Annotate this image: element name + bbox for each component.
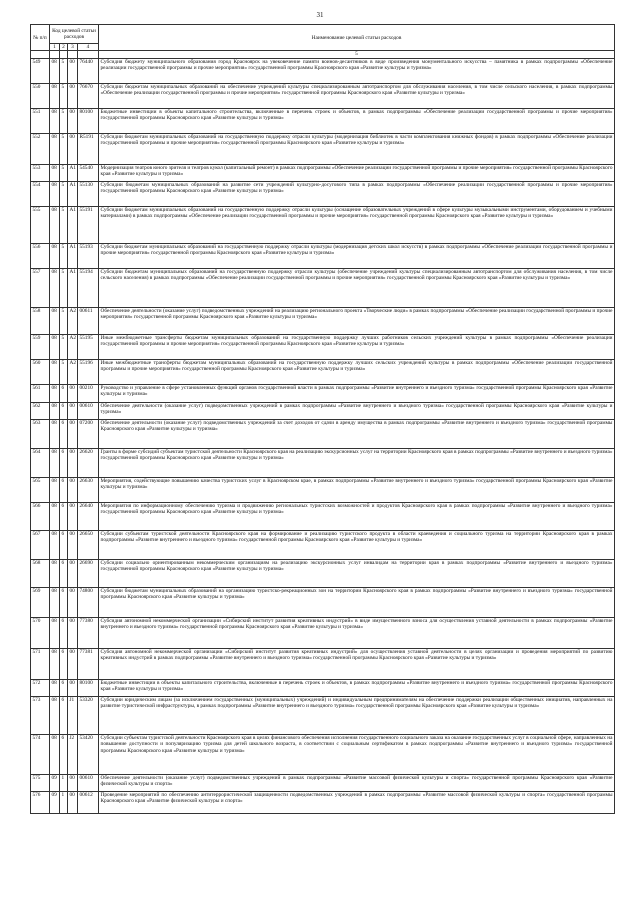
row-description: Субсидии социально ориентированным некоммерческим организациям на реализацию экскурсионных услуг инвалидам на территории края в рамках подпрограммы «Развитие внутреннего и въездного туризма» государственной программы Красноярского края «Развитие культуры и туризма» [99, 559, 615, 587]
code-direction: 00 [68, 791, 78, 813]
code-program: 08 [50, 679, 60, 696]
code-article: 54540 [78, 164, 99, 181]
code-article: 77381 [78, 648, 99, 679]
table-row [31, 587, 615, 617]
row-description: Бюджетные инвестиции в объекты капитального строительства, включенные в перечень строек и объектов, в рамках подпрограммы «Обеспечение реализации государственной программы и прочие мероприятия» государственной программы Красноярского края «Развитие культуры и туризма» [99, 108, 615, 133]
code-article: 07200 [78, 419, 99, 448]
row-number: 566 [31, 502, 50, 530]
row-description: Субсидии бюджетам муниципальных образований на развитие сети учреждений культурно-досугового типа в рамках подпрограммы «Обеспечение реализации государственной программы и прочие мероприятия» государственной программы Красноярского края «Развитие культуры и туризма» [99, 181, 615, 206]
table-row [31, 58, 615, 83]
code-article: 53420 [78, 734, 99, 774]
code-article: 26630 [78, 477, 99, 502]
code-program: 08 [50, 734, 60, 774]
table-row [31, 774, 615, 791]
row-description: Мероприятия, содействующие повышению качества туристских услуг в Красноярском крае, в рамках подпрограммы «Развитие внутреннего и въездного туризма» государственной программы Красноярского края «Развитие культуры и туризма» [99, 477, 615, 502]
code-direction: 00 [68, 384, 78, 402]
code-subprogram: 5 [60, 359, 68, 384]
row-number: 555 [31, 206, 50, 243]
row-number: 569 [31, 587, 50, 617]
row-description: Обеспечение деятельности (оказание услуг) подведомственных учреждений на реализацию регионального проекта «Творческие люди» в рамках подпрограммы «Обеспечение реализации государственной программы и прочие мероприятия» государственной программы Красноярского края «Развитие культуры и туризма» [99, 307, 615, 334]
row-description: Обеспечение деятельности (оказание услуг) подведомственных учреждений в рамках подпрограммы «Развитие массовой физической культуры и спорта» государственной программы Красноярского края «Развитие физической культуры и спорта» [99, 774, 615, 791]
header-code-group: Код целевой статьи расходов [50, 25, 99, 44]
table-row [31, 477, 615, 502]
code-direction: 00 [68, 559, 78, 587]
table-row [31, 402, 615, 419]
code-subprogram: 5 [60, 334, 68, 359]
row-number: 567 [31, 530, 50, 559]
code-subprogram: 5 [60, 164, 68, 181]
row-number: 575 [31, 774, 50, 791]
table-row [31, 108, 615, 133]
row-number: 565 [31, 477, 50, 502]
code-subprogram: 5 [60, 307, 68, 334]
row-description: Субсидии бюджетам муниципальных образований на государственную поддержку отрасли культуры (модернизация детских школ искусств) в рамках подпрограммы «Обеспечение реализации государственной программы и прочие мероприятия» государственной программы Красноярского края «Развитие культуры и туризма» [99, 243, 615, 268]
code-article: 00610 [78, 402, 99, 419]
row-description: Субсидии юридическим лицам (за исключением государственных (муниципальных) учреждений) и индивидуальным предпринимателям на обеспечение поддержки реализации общественных инициатив, направленных на развитие туристической инфраструктуры, в рамках подпрограммы «Развитие внутреннего и въездного туризма» государственной программы Красноярского края «Развитие культуры и туризма» [99, 696, 615, 734]
code-program: 08 [50, 334, 60, 359]
row-description: Субсидии субъектам туристской деятельности Красноярского края на формирование и реализацию туристского продукта в области краеведения и социального туризма на территории Красноярского края в рамках подпрограммы «Развитие внутреннего и въездного туризма» государственной программы Красноярского края «Развитие культуры и туризма» [99, 530, 615, 559]
row-description: Бюджетные инвестиции в объекты капитального строительства, включенные в перечень строек и объектов, в рамках подпрограммы «Развитие внутреннего и въездного туризма» государственной программы Красноярского края «Развитие культуры и туризма» [99, 679, 615, 696]
row-description: Субсидии бюджетам муниципальных образований на государственную поддержку отрасли культуры (обеспечение учреждений культуры специализированным автотранспортом для обслуживания населения, в том числе сельского населения) в рамках подпрограммы «Обеспечение реализации государственной программы и прочие мероприятия» государственной программы Красноярского края «Развитие культуры и туризма» [99, 268, 615, 307]
row-number: 570 [31, 617, 50, 648]
row-number: 571 [31, 648, 50, 679]
header-index-2 [60, 51, 68, 58]
row-description: Проведение мероприятий по обеспечению антитеррористической защищенности подведомственных учреждений в рамках подпрограммы «Развитие массовой физической культуры и спорта» государственной программы Красноярского края «Развитие физической культуры и спорта» [99, 791, 615, 813]
header-index-3 [68, 51, 78, 58]
table-row [31, 559, 615, 587]
code-program: 08 [50, 384, 60, 402]
row-description: Субсидии бюджетам муниципальных образований на государственную поддержку отрасли культуры (оснащение образовательных учреждений в сфере культуры музыкальными инструментами, оборудованием и учебными материалами) в рамках подпрограммы «Обеспечение реализации государственной программы и прочие мероприятия» государственной программы Красноярского края «Развитие культуры и туризма» [99, 206, 615, 243]
code-article: R5191 [78, 133, 99, 164]
code-direction: 00 [68, 448, 78, 477]
row-description: Субсидии бюджетам муниципальных образований на государственную поддержку отрасли культуры (модернизация библиотек в части комплектования книжных фондов) в рамках подпрограммы «Обеспечение реализации государственной программы и прочие мероприятия» государственной программы Красноярского края «Развитие культуры и туризма» [99, 133, 615, 164]
row-description: Гранты в форме субсидий субъектам туристской деятельности Красноярского края на реализацию экскурсионных услуг на территории Красноярского края в рамках подпрограммы «Развитие внутреннего и въездного туризма» государственной программы Красноярского края «Развитие культуры и туризма» [99, 448, 615, 477]
row-number: 572 [31, 679, 50, 696]
code-direction: J1 [68, 696, 78, 734]
code-direction: 00 [68, 587, 78, 617]
header-sub-1: 1 [50, 44, 60, 51]
code-program: 08 [50, 587, 60, 617]
code-program: 08 [50, 502, 60, 530]
code-program: 08 [50, 696, 60, 734]
table-row [31, 334, 615, 359]
table-row [31, 133, 615, 164]
table-row [31, 359, 615, 384]
code-subprogram: 6 [60, 679, 68, 696]
row-description: Субсидии субъектам туристской деятельности Красноярского края в целях финансового обеспечения исполнения государственного социального заказа на оказание государственных услуг в социальной сфере, направленных на повышение доступности и популяризацию туризма для детей школьного возраста, в соответствии с социальным сертификатом в рамках подпрограммы «Развитие внутреннего и въездного туризма» государственной программы Красноярского края «Развитие культуры и туризма» [99, 734, 615, 774]
row-description: Обеспечение деятельности (оказание услуг) подведомственных учреждений в рамках подпрограммы «Развитие внутреннего и въездного туризма» государственной программы Красноярского края «Развитие культуры и туризма» [99, 402, 615, 419]
row-description: Иные межбюджетные трансферты бюджетам муниципальных образований на государственную поддержку лучших сельских учреждений культуры в рамках подпрограммы «Обеспечение реализации государственной программы и прочие мероприятия» государственной программы Красноярского края «Развитие культуры и туризма» [99, 359, 615, 384]
row-number: 559 [31, 334, 50, 359]
code-program: 08 [50, 133, 60, 164]
code-direction: 00 [68, 648, 78, 679]
row-number: 564 [31, 448, 50, 477]
header-sub-3: 3 [68, 44, 78, 51]
code-subprogram: 5 [60, 83, 68, 108]
code-article: 76670 [78, 83, 99, 108]
code-direction: 00 [68, 58, 78, 83]
table-row [31, 530, 615, 559]
code-program: 08 [50, 206, 60, 243]
row-description: Мероприятия по информационному обеспечению туризма и продвижению региональных туристских возможностей и продуктов Красноярского края в рамках подпрограммы «Развитие внутреннего и въездного туризма» государственной программы Красноярского края «Развитие культуры и туризма» [99, 502, 615, 530]
code-program: 08 [50, 181, 60, 206]
table-row [31, 679, 615, 696]
code-article: 00611 [78, 307, 99, 334]
code-article: 55130 [78, 181, 99, 206]
table-row [31, 648, 615, 679]
code-direction: J2 [68, 734, 78, 774]
code-subprogram: 6 [60, 530, 68, 559]
table-row [31, 384, 615, 402]
code-subprogram: 5 [60, 181, 68, 206]
row-description: Субсидии бюджетам муниципальных образований на обеспечение учреждений культуры специализированным автотранспортом для обслуживания населения, в том числе сельского населения, в рамках подпрограммы «Обеспечение реализации государственной программы и прочие мероприятия» государственной программы Красноярского края «Развитие культуры и туризма» [99, 83, 615, 108]
header-num-index [31, 51, 50, 58]
row-number: 561 [31, 384, 50, 402]
code-article: 55196 [78, 359, 99, 384]
row-number: 552 [31, 133, 50, 164]
table-row [31, 164, 615, 181]
code-direction: А1 [68, 268, 78, 307]
code-direction: 00 [68, 679, 78, 696]
row-number: 573 [31, 696, 50, 734]
code-subprogram: 5 [60, 268, 68, 307]
row-description: Субсидия автономной некоммерческой организации «Сибирский институт развития креативных индустрий» в виде имущественного взноса для осуществления уставной деятельности в рамках подпрограммы «Развитие внутреннего и въездного туризма» государственной программы Красноярского края «Развитие культуры и туризма» [99, 617, 615, 648]
code-direction: 00 [68, 530, 78, 559]
table-row [31, 206, 615, 243]
row-description: Иные межбюджетные трансферты бюджетам муниципальных образований на государственную поддержку лучших работников сельских учреждений культуры в рамках подпрограммы «Обеспечение реализации государственной программы и прочие мероприятия» государственной программы Красноярского края «Развитие культуры и туризма» [99, 334, 615, 359]
header-name: Наименование целевой статьи расходов [99, 25, 615, 51]
code-program: 08 [50, 164, 60, 181]
code-direction: 00 [68, 502, 78, 530]
table-row [31, 696, 615, 734]
code-direction: 00 [68, 477, 78, 502]
code-subprogram: 5 [60, 108, 68, 133]
code-direction: А2 [68, 359, 78, 384]
table-row [31, 791, 615, 813]
row-number: 576 [31, 791, 50, 813]
code-direction: А1 [68, 164, 78, 181]
table-row [31, 502, 615, 530]
code-article: 00610 [78, 774, 99, 791]
code-subprogram: 1 [60, 791, 68, 813]
code-article: 26690 [78, 559, 99, 587]
code-subprogram: 5 [60, 133, 68, 164]
header-num: № п/п [31, 25, 50, 51]
table-row [31, 307, 615, 334]
code-article: 55194 [78, 268, 99, 307]
code-direction: 00 [68, 133, 78, 164]
code-subprogram: 6 [60, 587, 68, 617]
row-number: 549 [31, 58, 50, 83]
row-number: 563 [31, 419, 50, 448]
code-subprogram: 6 [60, 402, 68, 419]
code-direction: 00 [68, 402, 78, 419]
code-article: 55193 [78, 243, 99, 268]
code-program: 08 [50, 108, 60, 133]
table-row [31, 448, 615, 477]
code-subprogram: 6 [60, 419, 68, 448]
code-program: 08 [50, 58, 60, 83]
row-description: Обеспечение деятельности (оказание услуг) подведомственных учреждений за счет доходов от сдачи в аренду имущества в рамках подпрограммы «Развитие внутреннего и въездного туризма» государственной программы Красноярского края «Развитие культуры и туризма» [99, 419, 615, 448]
code-subprogram: 6 [60, 384, 68, 402]
code-direction: А2 [68, 334, 78, 359]
code-subprogram: 1 [60, 774, 68, 791]
code-direction: 00 [68, 83, 78, 108]
code-program: 08 [50, 419, 60, 448]
code-program: 08 [50, 268, 60, 307]
code-program: 08 [50, 359, 60, 384]
row-number: 551 [31, 108, 50, 133]
code-subprogram: 6 [60, 448, 68, 477]
code-subprogram: 6 [60, 696, 68, 734]
code-program: 08 [50, 477, 60, 502]
table-row [31, 268, 615, 307]
code-direction: 00 [68, 419, 78, 448]
code-subprogram: 6 [60, 734, 68, 774]
row-number: 557 [31, 268, 50, 307]
code-subprogram: 6 [60, 648, 68, 679]
header-sub-4: 4 [78, 44, 99, 51]
code-article: 53320 [78, 696, 99, 734]
page-number: 31 [316, 11, 324, 19]
header-sub-2: 2 [60, 44, 68, 51]
table-row [31, 419, 615, 448]
row-description: Руководство и управление в сфере установленных функций органов государственной власти в рамках подпрограммы «Развитие внутреннего и въездного туризма» государственной программы Красноярского края «Развитие культуры и туризма» [99, 384, 615, 402]
header-index-1 [50, 51, 60, 58]
code-program: 08 [50, 559, 60, 587]
table-row [31, 617, 615, 648]
code-article: 26620 [78, 448, 99, 477]
code-article: 26650 [78, 530, 99, 559]
row-number: 568 [31, 559, 50, 587]
row-number: 560 [31, 359, 50, 384]
code-direction: 00 [68, 617, 78, 648]
code-direction: А1 [68, 206, 78, 243]
budget-table [30, 24, 615, 814]
code-article: 00210 [78, 384, 99, 402]
code-subprogram: 6 [60, 477, 68, 502]
code-article: 74800 [78, 587, 99, 617]
code-program: 08 [50, 648, 60, 679]
code-direction: 00 [68, 108, 78, 133]
code-subprogram: 5 [60, 206, 68, 243]
row-number: 554 [31, 181, 50, 206]
code-direction: 00 [68, 774, 78, 791]
row-number: 550 [31, 83, 50, 108]
code-program: 09 [50, 791, 60, 813]
code-article: 80100 [78, 108, 99, 133]
code-subprogram: 5 [60, 243, 68, 268]
code-subprogram: 6 [60, 502, 68, 530]
table-row [31, 243, 615, 268]
code-program: 09 [50, 774, 60, 791]
code-article: 80100 [78, 679, 99, 696]
table-row [31, 181, 615, 206]
code-article: 26640 [78, 502, 99, 530]
row-number: 556 [31, 243, 50, 268]
row-description: Субсидия бюджету муниципального образования город Красноярск на увековечение памяти воинов-десантников в виде произведения монументального искусства – памятника в рамках подпрограммы «Обеспечение реализации государственной программы и прочие мероприятия» государственной программы Красноярского края «Развитие культуры и туризма» [99, 58, 615, 83]
code-program: 08 [50, 402, 60, 419]
code-article: 55191 [78, 206, 99, 243]
code-program: 08 [50, 307, 60, 334]
row-description: Субсидии бюджетам муниципальных образований на организацию туристско-рекреационных зон на территории Красноярского края в рамках подпрограммы «Развитие внутреннего и въездного туризма» государственной программы Красноярского края «Развитие культуры и туризма» [99, 587, 615, 617]
row-description: Модернизация театров юного зрителя и театров кукол (капитальный ремонт) в рамках подпрограммы «Обеспечение реализации государственной программы и прочие мероприятия» государственной программы Красноярского края «Развитие культуры и туризма» [99, 164, 615, 181]
header-name-index: 5 [99, 51, 615, 58]
code-subprogram: 6 [60, 617, 68, 648]
row-description: Субсидия автономной некоммерческой организации «Сибирский институт развития креативных индустрий» для осуществления уставной деятельности в целях организации и проведения мероприятий по развитию креативных индустрий в рамках подпрограммы «Развитие внутреннего и въездного туризма» государственной программы Красноярского края «Развитие культуры и туризма» [99, 648, 615, 679]
table-row [31, 734, 615, 774]
row-number: 553 [31, 164, 50, 181]
table-row [31, 83, 615, 108]
code-program: 08 [50, 617, 60, 648]
code-article: 00612 [78, 791, 99, 813]
row-number: 562 [31, 402, 50, 419]
code-subprogram: 5 [60, 58, 68, 83]
code-program: 08 [50, 83, 60, 108]
code-direction: А1 [68, 243, 78, 268]
code-article: 77380 [78, 617, 99, 648]
code-program: 08 [50, 243, 60, 268]
code-subprogram: 6 [60, 559, 68, 587]
table-body [31, 58, 615, 813]
code-program: 08 [50, 448, 60, 477]
row-number: 558 [31, 307, 50, 334]
row-number: 574 [31, 734, 50, 774]
code-direction: А1 [68, 181, 78, 206]
code-article: 76440 [78, 58, 99, 83]
code-program: 08 [50, 530, 60, 559]
code-direction: А2 [68, 307, 78, 334]
header-index-4 [78, 51, 99, 58]
code-article: 55195 [78, 334, 99, 359]
